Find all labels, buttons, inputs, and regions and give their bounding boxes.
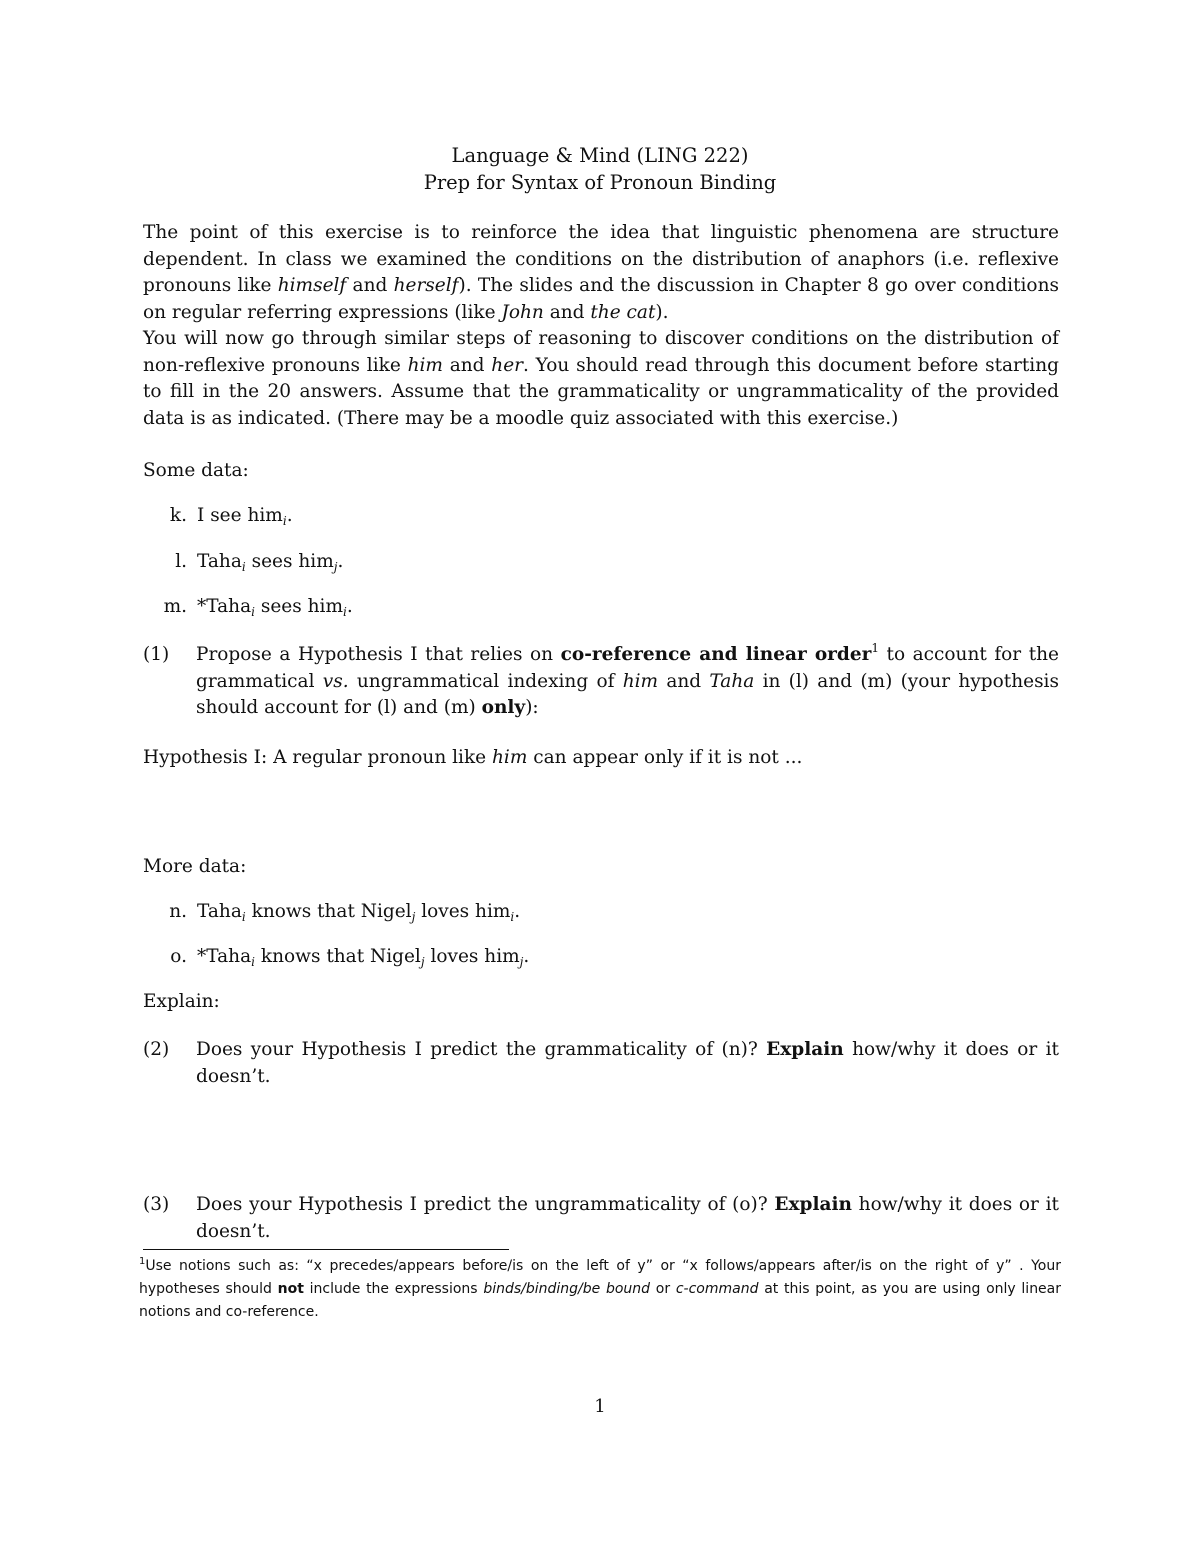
emphasis-bold: not [277, 1281, 304, 1297]
example-m [143, 594, 353, 621]
emphasis-bold: Explain [766, 1039, 844, 1060]
intro-text: ). The slides and the discussion in Chapter 8 go over conditions on regular referring expressions (like [143, 275, 1059, 323]
example-n [143, 899, 520, 926]
term-vs: vs. [322, 670, 349, 692]
explain-label: Explain: [143, 991, 220, 1012]
example-text: . [523, 946, 530, 967]
term-the-cat: the cat [590, 301, 656, 323]
index-subscript: j [519, 955, 524, 969]
emphasis-bold: co-reference and linear order [560, 644, 872, 665]
index-subscript: i [241, 560, 246, 574]
term-taha: Taha [709, 670, 755, 692]
example-text: loves him [424, 946, 520, 967]
question-text-part: in (l) and (m) (your hypothesis should account for (l) and (m) [196, 670, 1059, 718]
question-number: (2) [143, 1039, 170, 1060]
example-text: . [286, 505, 293, 526]
example-text: *Taha [197, 596, 252, 617]
example-text: knows that Nigel [254, 946, 421, 967]
example-text: . [514, 901, 521, 922]
question-text [196, 642, 1059, 722]
footnote-marker: 1 [871, 641, 879, 655]
question-text-part: to account for the grammatical [196, 644, 1059, 692]
index-subscript: i [241, 910, 246, 924]
index-subscript: i [510, 910, 515, 924]
intro-text: You will now go through similar steps of reasoning to discover conditions on the distribution of non-reflexive pronouns like [143, 328, 1059, 376]
example-text: . [337, 551, 344, 572]
question-2 [143, 1037, 1059, 1090]
some-data-label: Some data: [143, 460, 249, 481]
intro-text: ). [655, 301, 669, 323]
question-text-part: ): [525, 697, 539, 718]
intro-text: . You should read through this document before starting to fill in the 20 answers. Assume that the grammaticality or ungrammaticality of the provided data is as indicated. (There may be a moodle quiz associated with this exercise.) [143, 354, 1059, 429]
question-text [196, 1192, 1059, 1245]
question-text-part: ungrammatical indexing of [348, 670, 623, 692]
document-title: Language & Mind (LING 222) [451, 144, 749, 167]
intro-paragraph [143, 220, 1059, 432]
index-subscript: j [411, 910, 416, 924]
question-3 [143, 1192, 1059, 1245]
emphasis-bold: Explain [774, 1194, 852, 1215]
example-text: knows that Nigel [245, 901, 412, 922]
example-text: . [346, 596, 353, 617]
term-himself: himself [277, 275, 347, 296]
question-text-part: Does your Hypothesis I predict the grammaticality of (n)? [196, 1039, 767, 1060]
intro-text: and [346, 275, 394, 296]
index-subscript: i [251, 955, 255, 969]
example-text: loves him [415, 901, 511, 922]
document-subtitle: Prep for Syntax of Pronoun Binding [423, 171, 777, 194]
question-text-part: Does your Hypothesis I predict the ungrammaticality of (o)? [196, 1194, 775, 1215]
question-text [196, 1037, 1059, 1090]
term-herself: herself [393, 275, 459, 296]
example-text: *Taha [197, 946, 252, 967]
question-text-part: how/why it does or it doesn’t. [196, 1039, 1059, 1087]
index-subscript: i [251, 605, 255, 619]
question-number: (1) [143, 644, 170, 665]
example-text: sees him [245, 551, 334, 572]
footnote-text: or [650, 1281, 676, 1297]
question-number: (3) [143, 1194, 170, 1215]
index-subscript: i [282, 514, 287, 528]
example-text: sees him [254, 596, 344, 617]
more-data-label: More data: [143, 856, 247, 877]
intro-text: The point of this exercise is to reinforce the idea that linguistic phenomena are structure dependent. In class we examined the conditions on the distribution of anaphors (i.e. reflexive pronouns like [143, 222, 1059, 296]
index-subscript: j [333, 560, 338, 574]
index-subscript: j [420, 955, 425, 969]
example-o [143, 944, 529, 971]
emphasis-bold: only [481, 697, 526, 718]
question-1 [143, 642, 1059, 722]
example-text: Taha [197, 551, 242, 572]
example-k [143, 503, 293, 530]
question-text-part: how/why it does or it doesn’t. [196, 1194, 1059, 1242]
hypothesis-prompt [143, 745, 802, 772]
term-binds: binds/binding/be bound [483, 1281, 651, 1297]
intro-text: and [543, 301, 591, 323]
hypothesis-text: can appear only if it is not ... [527, 747, 803, 768]
term-her: her [491, 354, 524, 376]
footnote-marker: 1 [139, 1256, 146, 1267]
example-letter: o. [170, 946, 187, 967]
hypothesis-text: Hypothesis I: A regular pronoun like [143, 747, 492, 768]
intro-text: and [442, 354, 492, 376]
question-text-part: and [658, 670, 710, 692]
example-l [143, 549, 343, 576]
page-number: 1 [594, 1396, 606, 1417]
footnote-text: at this point, as you are using only linear notions and co-reference. [139, 1281, 1062, 1320]
example-letter: m. [163, 596, 187, 617]
term-c-command: c-command [675, 1281, 759, 1297]
footnote-divider [143, 1249, 509, 1250]
term-john: John [501, 301, 544, 323]
example-letter: l. [175, 551, 187, 572]
example-text: Taha [197, 901, 242, 922]
footnote-text: Use notions such as: “x precedes/appears before/is on the left of y” or “x follows/appears after/is on the right of y” . Your hypotheses should [139, 1258, 1061, 1297]
footnote [139, 1255, 1061, 1324]
example-text: I see him [197, 505, 283, 526]
example-letter: n. [169, 901, 187, 922]
term-him: him [492, 747, 528, 768]
term-him: him [407, 354, 443, 376]
footnote-text: include the expressions [303, 1281, 484, 1297]
question-text-part: Propose a Hypothesis I that relies on [196, 644, 561, 665]
term-him: him [622, 670, 659, 692]
index-subscript: i [343, 605, 347, 619]
example-letter: k. [169, 505, 187, 526]
